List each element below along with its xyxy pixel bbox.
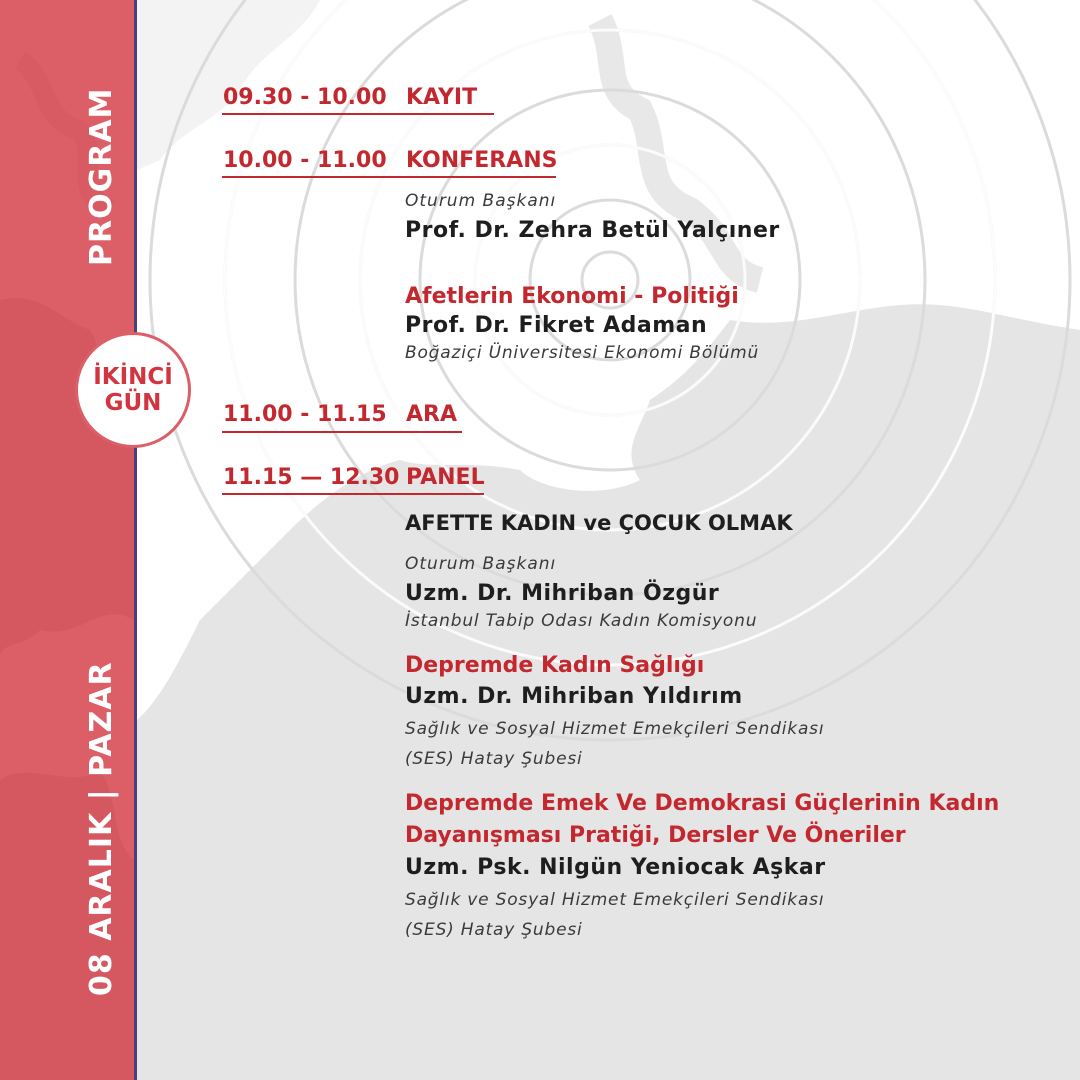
speaker-institution: Boğaziçi Üniversitesi Ekonomi Bölümü	[405, 343, 760, 363]
slot-time: 10.00 - 11.00	[223, 148, 387, 173]
panel-title: AFETTE KADIN ve ÇOCUK OLMAK	[405, 511, 793, 535]
slot-label: KAYIT	[406, 85, 478, 110]
chair-institution: İstanbul Tabip Odası Kadın Komisyonu	[405, 611, 758, 631]
speaker-institution: (SES) Hatay Şubesi	[405, 920, 583, 940]
chair-name: Uzm. Dr. Mihriban Özgür	[405, 581, 720, 606]
speaker-institution: (SES) Hatay Şubesi	[405, 749, 583, 769]
divider-rule	[222, 493, 484, 495]
slot-label: ARA	[406, 402, 457, 427]
speaker-name: Uzm. Psk. Nilgün Yeniocak Aşkar	[405, 855, 826, 880]
speaker-institution: Sağlık ve Sosyal Hizmet Emekçileri Sendikası	[405, 890, 825, 910]
date-vertical-label: 08 ARALIK | PAZAR	[84, 661, 119, 996]
talk-title: Depremde Kadın Sağlığı	[405, 653, 705, 678]
slot-label: KONFERANS	[406, 148, 558, 173]
divider-rule	[222, 113, 494, 115]
schedule-row-break	[223, 402, 457, 427]
talk-title: Dayanışması Pratiği, Dersler Ve Öneriler	[405, 823, 906, 848]
schedule-row-conference	[223, 148, 557, 173]
chair-role: Oturum Başkanı	[405, 554, 557, 574]
slot-label: PANEL	[406, 465, 485, 490]
slot-time: 09.30 - 10.00	[223, 85, 387, 110]
divider-rule	[222, 176, 556, 178]
badge-line1: İKİNCİ	[93, 364, 173, 390]
speaker-institution: Sağlık ve Sosyal Hizmet Emekçileri Sendikası	[405, 719, 825, 739]
slot-time: 11.15 — 12.30	[223, 465, 400, 490]
slot-time: 11.00 - 11.15	[223, 402, 387, 427]
side-band-edge	[134, 0, 137, 1080]
talk-title: Depremde Emek Ve Demokrasi Güçlerinin Kadın	[405, 791, 1000, 816]
badge-line2: GÜN	[104, 390, 162, 416]
speaker-name: Uzm. Dr. Mihriban Yıldırım	[405, 684, 743, 709]
divider-rule	[222, 431, 462, 433]
day-badge	[75, 332, 191, 448]
talk-title: Afetlerin Ekonomi - Politiği	[405, 284, 739, 309]
chair-role: Oturum Başkanı	[405, 191, 557, 211]
chair-name: Prof. Dr. Zehra Betül Yalçıner	[405, 218, 780, 243]
schedule-row-panel	[223, 465, 485, 490]
speaker-name: Prof. Dr. Fikret Adaman	[405, 313, 708, 338]
program-vertical-label: PROGRAM	[84, 87, 119, 266]
schedule-row-registration	[223, 85, 477, 110]
